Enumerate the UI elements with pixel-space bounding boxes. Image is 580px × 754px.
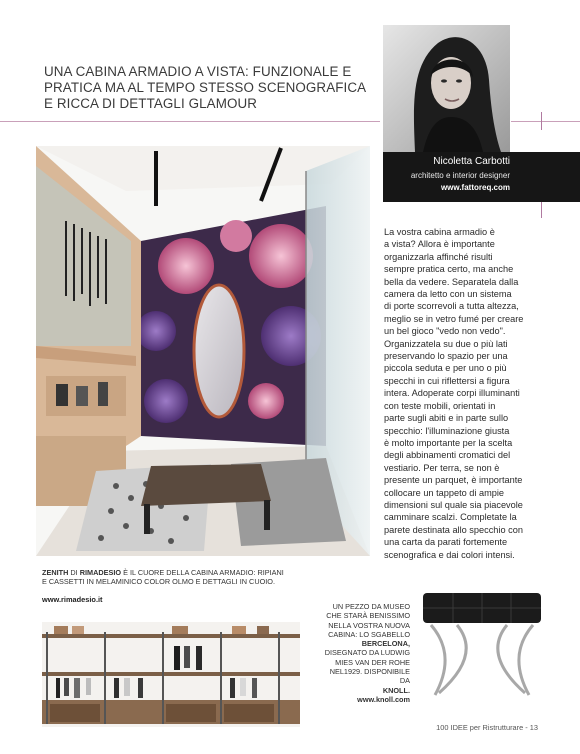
body-line: intera. Adoperate corpi illuminanti xyxy=(384,388,520,399)
knoll-website-text: www.knoll.com xyxy=(357,694,410,704)
author-divider xyxy=(511,121,580,122)
knoll-line-4: CABINA: LO SGABELLO xyxy=(328,629,410,639)
body-line: parete destinata allo specchio con xyxy=(384,524,523,535)
headline-line-1: UNA CABINA ARMADIO A VISTA: FUNZIONALE E xyxy=(44,64,352,79)
body-line: collocare un tappeto di ampie xyxy=(384,487,505,498)
knoll-website-link[interactable] xyxy=(300,695,410,704)
article-headline xyxy=(44,64,379,112)
knoll-line-9a: DA xyxy=(399,676,410,686)
zenith-product-name: ZENITH xyxy=(42,568,69,577)
barcelona-stool-photo xyxy=(417,585,547,703)
corner-tick-top xyxy=(541,112,542,130)
zenith-caption-line-1 xyxy=(42,568,342,577)
body-line: organizzarla affinché risulti xyxy=(384,251,493,262)
headline-line-3: E RICCA DI DETTAGLI GLAMOUR xyxy=(44,96,258,111)
body-line: parte sugli abiti e in parte sullo xyxy=(384,413,509,424)
knoll-line-6: DISEGNATO DA LUDWIG xyxy=(324,648,410,658)
zenith-joiner: DI xyxy=(68,568,80,577)
body-line: scenografica e dai colori intensi. xyxy=(384,549,515,560)
article-body xyxy=(384,226,544,561)
body-line: sempre pratica certo, ma anche xyxy=(384,264,514,275)
knoll-line-2: CHE STARÀ BENISSIMO xyxy=(326,611,410,621)
body-line: preservando lo spazio per una xyxy=(384,351,508,362)
body-line: specchi in cui riflettersi a figura xyxy=(384,375,510,386)
body-line: di porte scorrevoli a tutta altezza, xyxy=(384,301,519,312)
body-line: vestiario. Per terra, se non è xyxy=(384,462,500,473)
author-name: Nicoletta Carbotti xyxy=(433,156,510,167)
walk-in-closet-illustration xyxy=(36,146,370,556)
corner-tick-bottom xyxy=(541,200,542,218)
zenith-shelving-photo xyxy=(42,622,300,727)
author-role: architetto e interior designer xyxy=(410,171,510,180)
body-line: una carta da parati fortemente xyxy=(384,537,508,548)
zenith-text-1: È IL CUORE DELLA CABINA ARMADIO: RIPIANI xyxy=(121,568,284,577)
body-line: La vostra cabina armadio è xyxy=(384,227,495,237)
headline-line-2: PRATICA MA AL TEMPO STESSO SCENOGRAFICA xyxy=(44,80,367,95)
knoll-product-name xyxy=(300,639,410,648)
knoll-line-9 xyxy=(300,676,410,695)
body-line: camminare scalzi. Completate la xyxy=(384,512,517,523)
body-line: camera da letto con un sistema xyxy=(384,289,512,300)
knoll-line-8: NEL1929. DISPONIBILE xyxy=(329,667,410,677)
body-line: degli abbinamenti cromatici del xyxy=(384,450,511,461)
author-portrait xyxy=(383,25,510,152)
zenith-text-2: E CASSETTI IN MELAMINICO COLOR OLMO E DETTAGLI IN CUOIO. xyxy=(42,577,275,586)
knoll-brand: KNOLL. xyxy=(382,685,410,695)
zenith-caption xyxy=(42,568,342,586)
knoll-caption xyxy=(300,602,410,704)
author-website-link[interactable]: www.fattoreq.com xyxy=(440,183,510,192)
knoll-line-3: NELLA VOSTRA NUOVA xyxy=(328,620,410,630)
body-line: un bel gioco "vedo non vedo". xyxy=(384,326,506,337)
zenith-brand: RIMADESIO xyxy=(79,568,122,577)
body-line: con teste mobili, orientati in xyxy=(384,400,496,411)
body-line: presente un parquet, è importante xyxy=(384,475,523,486)
body-line: a vista? Allora è importante xyxy=(384,239,495,250)
body-line: Organizzatela su due o più lati xyxy=(384,338,508,349)
rimadesio-website-link[interactable]: www.rimadesio.it xyxy=(42,595,103,604)
page-footer: 100 IDEE per Ristrutturare - 13 xyxy=(436,723,538,732)
body-line: piccola seduta e per uno o più xyxy=(384,363,507,374)
body-line: bella da vedere. Separatela dalla xyxy=(384,276,519,287)
body-line: è molto importante per la scelta xyxy=(384,437,513,448)
body-line: specchio: l'illuminazione giusta xyxy=(384,425,510,436)
body-line: meglio se in vetro fumé per creare xyxy=(384,313,524,324)
headline-divider xyxy=(0,121,380,122)
body-line: dimensioni sul quale sia piacevole xyxy=(384,499,523,510)
knoll-product-bold: BERCELONA, xyxy=(361,639,410,649)
knoll-line-7: MIES VAN DER ROHE xyxy=(335,657,410,667)
knoll-line-1: UN PEZZO DA MUSEO xyxy=(332,602,410,611)
